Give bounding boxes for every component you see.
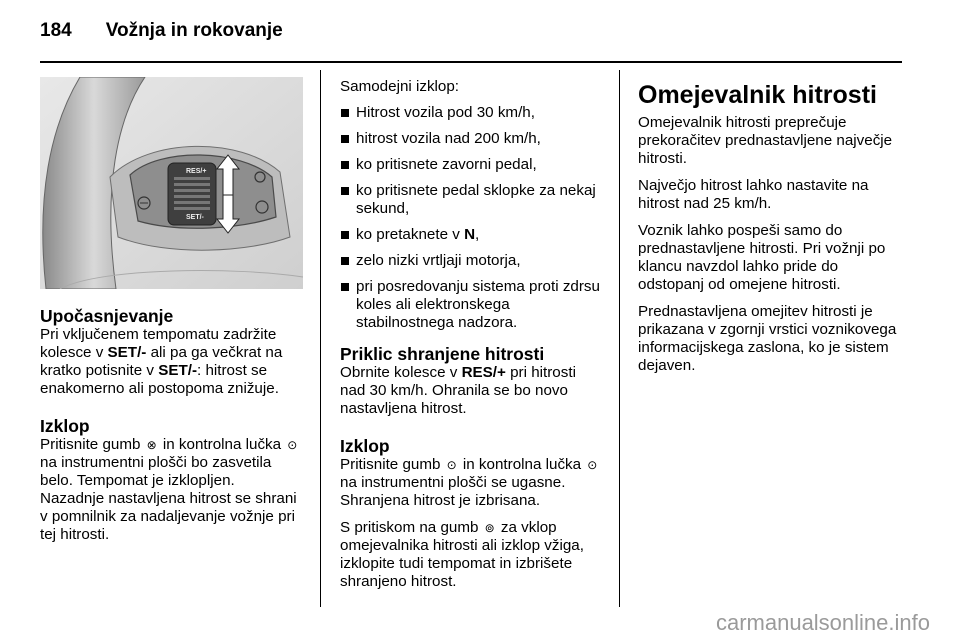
right-column	[638, 80, 903, 384]
switch-off-text-2: Pritisnite gumb ⊙ in kontrolna lučka ⊙ na instrumentni plošči se ugasne. Shranjena hitrost je izbrisana.	[340, 456, 598, 509]
column-divider-2	[619, 70, 620, 607]
cruise-lamp-icon: ⊙	[587, 458, 598, 472]
list-item: ko pritisnete zavorni pedal,	[340, 156, 605, 174]
list-item: ko pritisnete pedal sklopke za nekaj sekund,	[340, 182, 605, 218]
page-header	[40, 20, 283, 42]
heading-switch-off: Izklop	[40, 416, 90, 436]
list-item: ko pretaknete v N,	[340, 226, 605, 244]
list-item: zelo nizki vrtljaji motorja,	[340, 252, 605, 270]
limiter-switch-text: S pritiskom na gumb ⊚ za vklop omejevalnika hitrosti ali izklop vžiga, izklopite tudi tempomat in izbrišete shranjeno hitrost.	[340, 519, 584, 590]
list-item: hitrost vozila nad 200 km/h,	[340, 130, 605, 148]
header-rule	[40, 61, 902, 63]
paragraph: Prednastavljena omejitev hitrosti je prikazana v zgornji vrstici voznikovega informacijskega zaslona, ko je sistem dejaven.	[638, 303, 897, 374]
cruise-lamp-icon: ⊙	[446, 458, 457, 472]
paragraph: Največjo hitrost lahko nastavite na hitrost nad 25 km/h.	[638, 177, 869, 212]
speed-limiter-icon: ⊚	[484, 521, 495, 535]
paragraph: Voznik lahko pospeši samo do prednastavljene hitrosti. Pri vožnji po klancu navzdol lahko pride do odstopanj od omejene hitrosti.	[638, 222, 886, 293]
auto-off-list	[340, 104, 605, 332]
switch-off-text: Pritisnite gumb ⊗ in kontrolna lučka ⊙ na instrumentni plošči bo zasvetila belo. Tempomat je izklopljen.	[40, 436, 298, 489]
heading-deceleration: Upočasnjevanje	[40, 306, 174, 326]
res-label: RES/+	[186, 168, 207, 175]
page-number: 184	[40, 20, 72, 41]
column-divider-1	[320, 70, 321, 607]
heading-resume: Priklic shranjene hitrosti	[340, 344, 545, 364]
steering-wheel-figure	[40, 77, 303, 289]
paragraph: Omejevalnik hitrosti preprečuje prekoračitev prednastavljene največje hitrosti.	[638, 114, 893, 167]
deceleration-text: Pri vključenem tempomatu zadržite kolesce v SET/- ali pa ga večkrat na kratko potisnite v SET/-: hitrost se enakomerno ali postopoma znižuje.	[40, 326, 283, 397]
list-item: pri posredovanju sistema proti zdrsu koles ali elektronskega stabilnostnega nadzora.	[340, 278, 605, 332]
list-item: Hitrost vozila pod 30 km/h,	[340, 104, 605, 122]
middle-column	[340, 78, 605, 600]
heading-speed-limiter: Omejevalnik hitrosti	[638, 81, 877, 109]
left-column	[40, 306, 302, 553]
set-label: SET/-	[186, 214, 204, 221]
cruise-lamp-icon: ⊙	[287, 438, 298, 452]
chapter-title: Vožnja in rokovanje	[105, 20, 283, 41]
watermark: carmanualsonline.info	[715, 610, 930, 635]
memory-text: Nazadnje nastavljena hitrost se shrani v pomnilnik za nadaljevanje vožnje pri tej hitrosti.	[40, 490, 297, 543]
resume-text: Obrnite kolesce v RES/+ pri hitrosti nad 30 km/h. Ohranila se bo novo nastavljena hitrost.	[340, 364, 576, 417]
heading-switch-off-2: Izklop	[340, 436, 390, 456]
auto-off-intro: Samodejni izklop:	[340, 78, 460, 95]
cruise-off-icon: ⊗	[146, 438, 157, 452]
